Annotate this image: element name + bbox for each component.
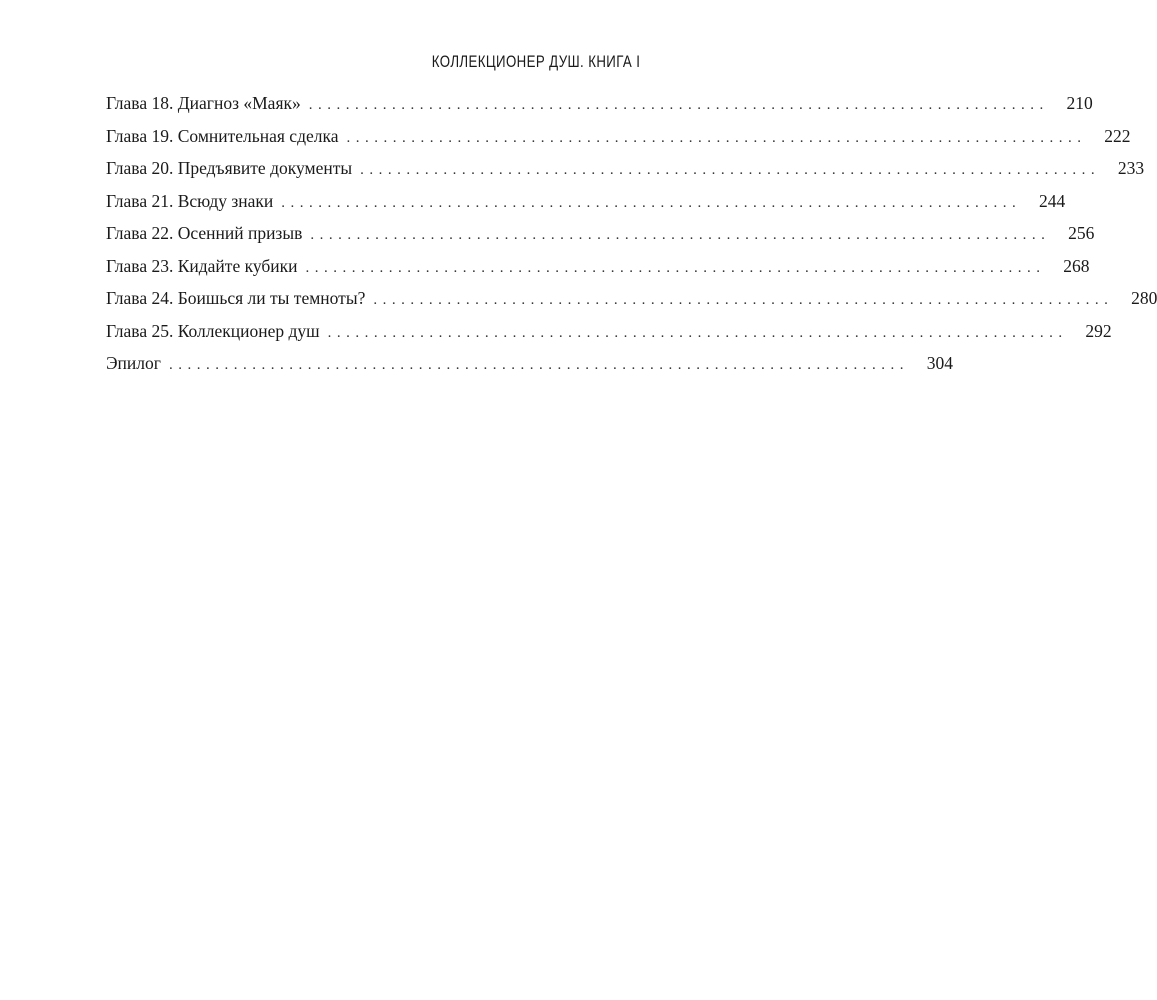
dot-leader: ................................................................................ — [305, 259, 1046, 276]
toc-entry-page: 210 — [1066, 93, 1093, 113]
toc-entry-title: Глава 18. Диагноз «Маяк» — [106, 93, 301, 113]
toc-entry-title: Глава 20. Предъявите документы — [106, 158, 353, 178]
dot-leader: ................................................................................ — [310, 227, 1051, 243]
table-of-contents — [106, 90, 1157, 383]
dot-leader: ................................................................................ — [327, 324, 1068, 341]
dot-leader: ................................................................................ — [373, 292, 1114, 308]
toc-entry — [106, 285, 1157, 318]
toc-entry-page: 304 — [926, 353, 953, 373]
toc-entry-page: 268 — [1063, 255, 1090, 276]
toc-entry — [106, 318, 1112, 351]
dot-leader: ................................................................................ — [346, 129, 1087, 146]
dot-leader: ................................................................................ — [281, 194, 1022, 211]
running-header: КОЛЛЕКЦИОНЕР ДУШ. КНИГА I — [431, 52, 640, 71]
dot-leader: ................................................................................ — [308, 97, 1049, 113]
toc-entry-title: Эпилог — [106, 353, 161, 373]
toc-entry-title: Глава 19. Сомнительная сделка — [106, 125, 339, 146]
toc-entry-page: 244 — [1039, 190, 1066, 211]
toc-entry — [106, 188, 1066, 221]
toc-entry-title: Глава 22. Осенний призыв — [106, 223, 303, 243]
toc-entry-page: 233 — [1117, 158, 1145, 178]
toc-entry — [106, 123, 1131, 156]
toc-entry-title: Глава 23. Кидайте кубики — [106, 255, 298, 276]
toc-entry — [106, 253, 1090, 286]
toc-entry-page: 292 — [1085, 320, 1112, 341]
toc-entry — [106, 350, 953, 383]
toc-entry — [106, 220, 1095, 253]
dot-leader: ................................................................................ — [168, 357, 909, 373]
toc-entry-title: Глава 24. Боишься ли ты темноты? — [106, 288, 366, 308]
dot-leader: ................................................................................ — [360, 162, 1101, 178]
toc-entry-page: 280 — [1131, 288, 1157, 308]
toc-entry — [106, 155, 1145, 188]
toc-entry-page: 256 — [1068, 223, 1095, 243]
toc-entry-title: Глава 25. Коллекционер душ — [106, 320, 320, 341]
toc-entry-page: 222 — [1104, 125, 1131, 146]
toc-entry-title: Глава 21. Всюду знаки — [106, 190, 274, 211]
toc-entry — [106, 90, 1093, 123]
